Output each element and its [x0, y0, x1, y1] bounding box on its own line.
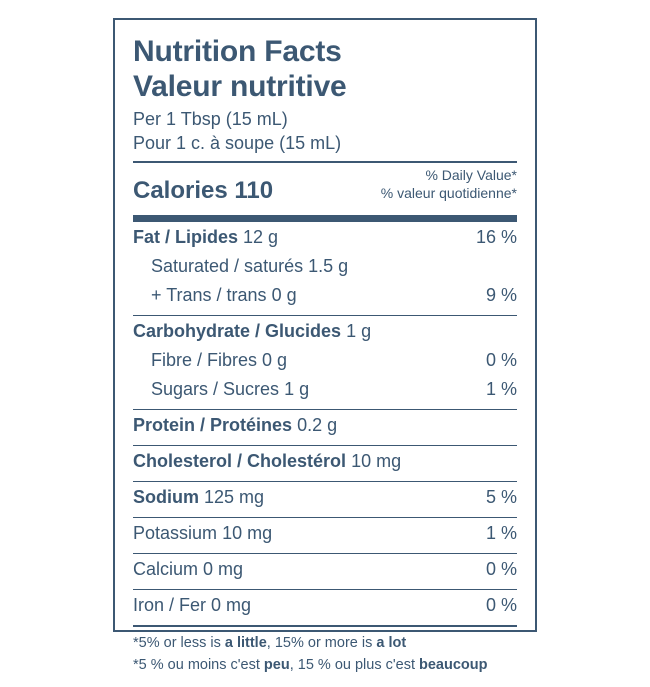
footnote-en-little: a little: [224, 635, 267, 652]
nutrient-name: Potassium: [133, 523, 218, 544]
nutrient-row: [133, 410, 517, 439]
nutrient-row: [133, 251, 517, 280]
footnote-en: [133, 633, 517, 655]
nutrient-amount: 0.2 g: [297, 415, 338, 436]
nutrient-name-amount: [151, 350, 287, 371]
nutrient-name: Saturated / saturés: [151, 256, 304, 277]
divider-below-calories: [133, 215, 517, 222]
nutrient-amount: 0 g: [271, 285, 297, 306]
nutrient-name: Carbohydrate / Glucides: [133, 321, 342, 342]
footnotes: [133, 627, 517, 677]
footnote-fr-peu: peu: [263, 657, 290, 674]
nutrient-row: [133, 222, 517, 251]
nutrient-amount: 1 g: [346, 321, 372, 342]
nutrient-row: [133, 482, 517, 511]
nutrient-amount: 125 mg: [204, 487, 265, 508]
nutrient-name: Sugars / Sucres: [151, 379, 280, 400]
footnote-en-lot: a lot: [376, 635, 407, 652]
nutrient-name-amount: [133, 523, 272, 544]
footnote-en-part2: , 15% or more is: [266, 635, 377, 652]
nutrient-name: + Trans / trans: [151, 285, 267, 306]
nutrient-name-amount: [151, 256, 348, 277]
nutrient-row: [133, 518, 517, 547]
nutrient-daily-value: 1 %: [485, 523, 517, 544]
footnote-fr-part2: , 15 % ou plus c'est: [289, 657, 420, 674]
nutrient-name-amount: [133, 415, 337, 436]
nutrition-facts-title-en: Nutrition Facts: [133, 35, 342, 68]
nutrient-daily-value: 1 %: [485, 379, 517, 400]
nutrient-name-amount: [133, 227, 278, 248]
nutrient-name: Fat / Lipides: [133, 227, 239, 248]
nutrient-name: Protein / Protéines: [133, 415, 293, 436]
daily-value-header-en: % Daily Value*: [425, 167, 517, 184]
nutrient-rows: [133, 222, 517, 627]
nutrient-name: Iron / Fer: [133, 595, 207, 616]
daily-value-header-fr: % valeur quotidienne*: [380, 184, 517, 201]
nutrient-name: Cholesterol / Cholestérol: [133, 451, 347, 472]
serving-size-en: Per 1 Tbsp (15 mL): [133, 108, 288, 129]
daily-value-header: [381, 167, 517, 205]
nutrition-facts-panel: [113, 18, 537, 674]
nutrient-name: Calcium: [133, 559, 199, 580]
nutrient-name-amount: [133, 487, 264, 508]
nutrient-daily-value: 0 %: [485, 350, 517, 371]
nutrient-row: [133, 280, 517, 309]
nutrient-name-amount: [133, 559, 243, 580]
footnote-fr: [133, 655, 517, 677]
serving-size-fr: Pour 1 c. à soupe (15 mL): [133, 133, 342, 154]
footnote-fr-beaucoup: beaucoup: [419, 657, 488, 674]
nutrient-name: Fibre / Fibres: [151, 350, 258, 371]
calories-row: [133, 163, 517, 208]
nutrient-amount: 10 mg: [222, 523, 273, 544]
nutrient-amount: 0 g: [262, 350, 288, 371]
nutrient-daily-value: 9 %: [485, 285, 517, 306]
nutrient-daily-value: 5 %: [485, 487, 517, 508]
footnote-en-part1: *5% or less is: [133, 635, 225, 652]
nutrient-daily-value: 0 %: [485, 559, 517, 580]
nutrient-row: [133, 554, 517, 583]
nutrient-amount: 10 mg: [351, 451, 402, 472]
nutrient-daily-value: 16 %: [475, 227, 517, 248]
calories-label: Calories 110: [133, 177, 274, 205]
nutrient-amount: 0 mg: [211, 595, 252, 616]
nutrient-amount: 1 g: [284, 379, 310, 400]
nutrient-name-amount: [151, 285, 297, 306]
nutrient-name-amount: [133, 321, 371, 342]
nutrient-daily-value: 0 %: [485, 595, 517, 616]
nutrient-name-amount: [133, 595, 251, 616]
nutrient-amount: 1.5 g: [308, 256, 349, 277]
nutrient-amount: 0 mg: [203, 559, 244, 580]
nutrient-name-amount: [133, 451, 401, 472]
nutrient-row: [133, 374, 517, 403]
nutrient-row: [133, 345, 517, 374]
nutrition-facts-content: [115, 20, 535, 687]
nutrient-name-amount: [151, 379, 309, 400]
nutrient-name: Sodium: [133, 487, 199, 508]
nutrient-row: [133, 446, 517, 475]
footnote-fr-part1: *5 % ou moins c'est: [133, 657, 264, 674]
nutrient-row: [133, 590, 517, 619]
nutrient-row: [133, 316, 517, 345]
nutrient-amount: 12 g: [243, 227, 279, 248]
nutrition-facts-title-fr: Valeur nutritive: [133, 70, 347, 104]
